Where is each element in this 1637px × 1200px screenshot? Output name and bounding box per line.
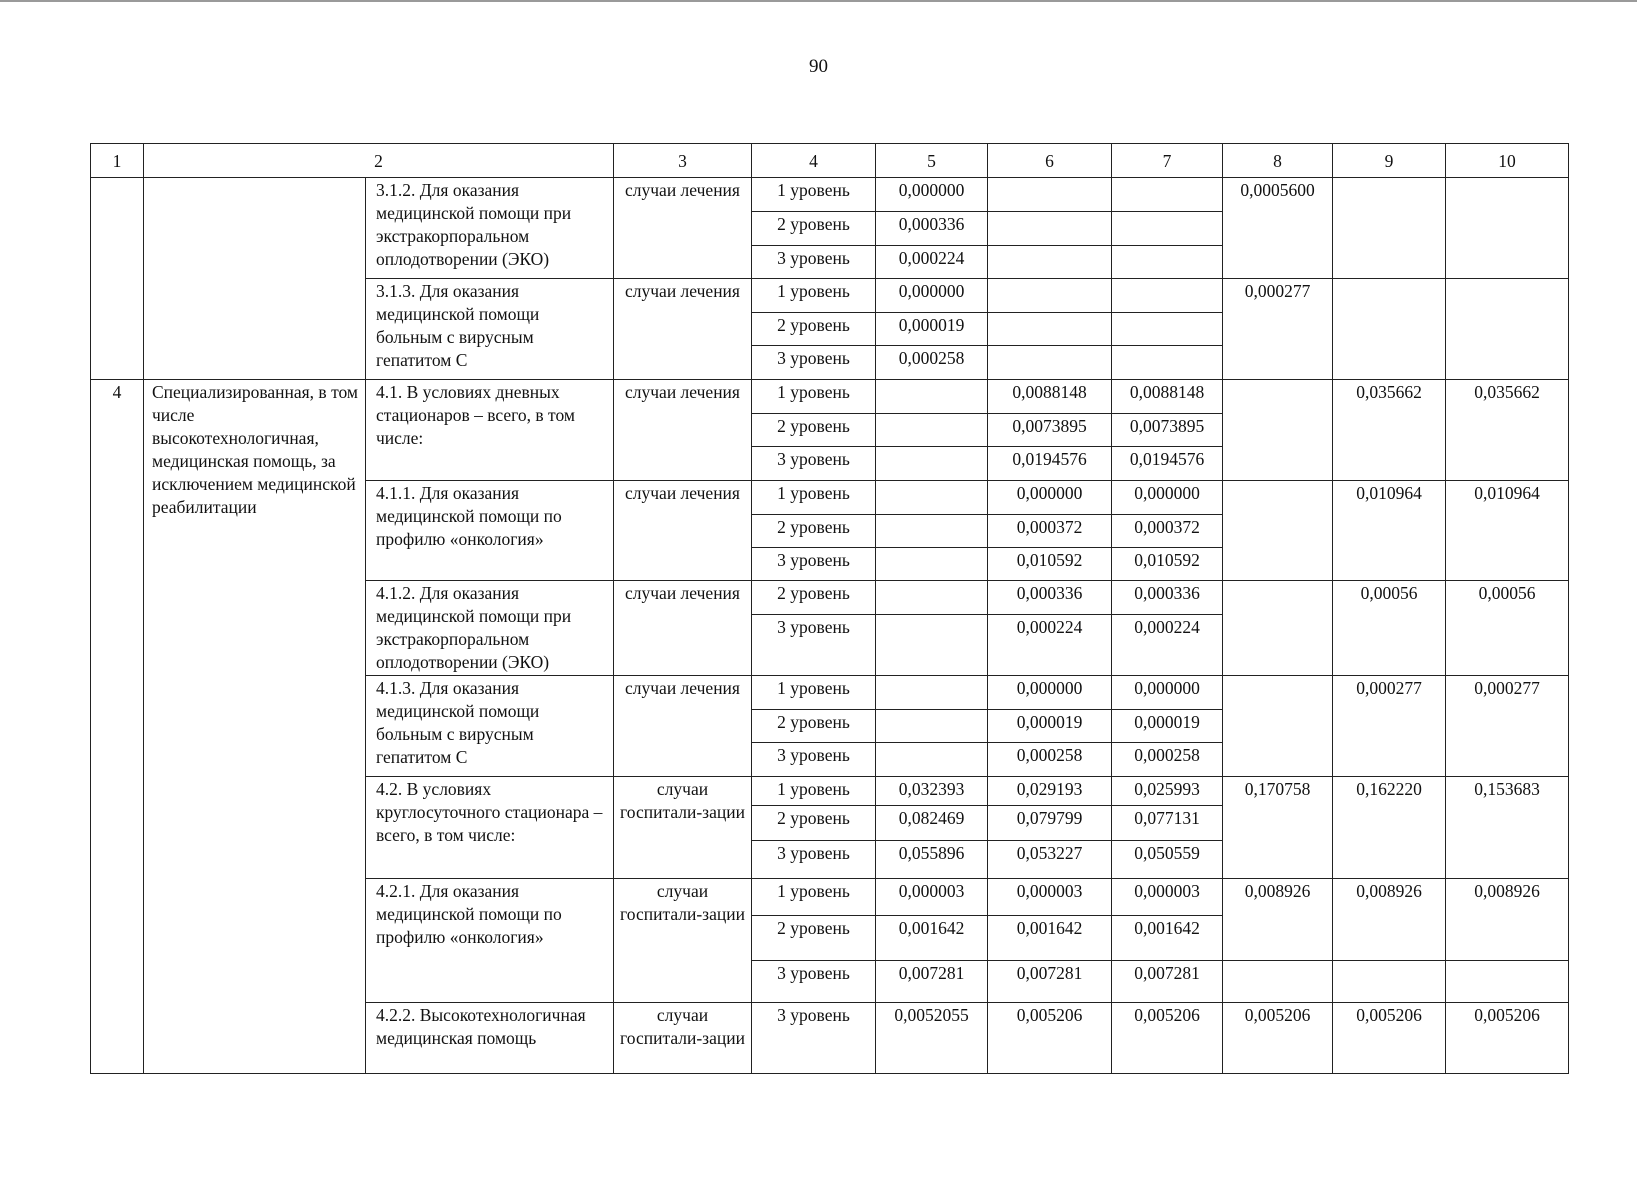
value-cell-6: 0,000336 — [988, 581, 1112, 615]
value-cell-5: 0,000003 — [876, 879, 988, 916]
value-cell-9 — [1333, 178, 1446, 279]
value-cell-10: 0,035662 — [1446, 380, 1569, 481]
value-cell-8 — [1223, 481, 1333, 581]
level-cell: 2 уровень — [752, 916, 876, 961]
value-cell-7 — [1112, 212, 1223, 246]
value-cell-7: 0,000258 — [1112, 743, 1223, 777]
value-cell-7 — [1112, 178, 1223, 212]
value-cell-6: 0,0073895 — [988, 414, 1112, 447]
level-cell: 2 уровень — [752, 806, 876, 841]
value-cell-5 — [876, 481, 988, 515]
description-cell: 3.1.3. Для оказания медицинской помощи больным с вирусным гепатитом С — [366, 279, 614, 380]
unit-cell: случаи лечения — [614, 279, 752, 380]
value-cell-5: 0,000336 — [876, 212, 988, 246]
value-cell-6: 0,000000 — [988, 676, 1112, 710]
level-cell: 2 уровень — [752, 515, 876, 548]
header-cell: 5 — [876, 144, 988, 178]
level-cell: 2 уровень — [752, 710, 876, 743]
value-cell-7: 0,000000 — [1112, 676, 1223, 710]
value-cell-5 — [876, 515, 988, 548]
value-cell-9: 0,162220 — [1333, 777, 1446, 879]
row-number-cell: 4 — [91, 380, 144, 1074]
value-cell-9: 0,000277 — [1333, 676, 1446, 777]
value-cell-5 — [876, 548, 988, 581]
value-cell-5: 0,000019 — [876, 313, 988, 346]
value-cell-7: 0,005206 — [1112, 1003, 1223, 1074]
value-cell-7: 0,000336 — [1112, 581, 1223, 615]
value-cell-5: 0,032393 — [876, 777, 988, 806]
table-row — [91, 178, 1569, 212]
value-cell-7: 0,0073895 — [1112, 414, 1223, 447]
value-cell-7: 0,010592 — [1112, 548, 1223, 581]
value-cell-5: 0,0052055 — [876, 1003, 988, 1074]
value-cell-8 — [1223, 676, 1333, 777]
header-cell: 1 — [91, 144, 144, 178]
level-cell: 3 уровень — [752, 961, 876, 1003]
level-cell: 2 уровень — [752, 313, 876, 346]
scan-edge — [0, 0, 1637, 2]
value-cell-7 — [1112, 313, 1223, 346]
level-cell: 1 уровень — [752, 279, 876, 313]
header-cell: 7 — [1112, 144, 1223, 178]
value-cell-7: 0,025993 — [1112, 777, 1223, 806]
unit-cell: случаи госпитали-зации — [614, 777, 752, 879]
value-cell-5: 0,000000 — [876, 279, 988, 313]
value-cell-5: 0,000000 — [876, 178, 988, 212]
level-cell: 3 уровень — [752, 447, 876, 481]
value-cell-6: 0,000372 — [988, 515, 1112, 548]
unit-cell: случаи госпитали-зации — [614, 1003, 752, 1074]
data-table — [90, 143, 1569, 1074]
description-cell: 4.1. В условиях дневных стационаров – всего, в том числе: — [366, 380, 614, 481]
value-cell-9: 0,005206 — [1333, 1003, 1446, 1074]
unit-cell: случаи лечения — [614, 481, 752, 581]
value-cell-6: 0,000258 — [988, 743, 1112, 777]
value-cell-7 — [1112, 279, 1223, 313]
value-cell-8 — [1223, 961, 1333, 1003]
value-cell-8: 0,170758 — [1223, 777, 1333, 879]
value-cell-5: 0,082469 — [876, 806, 988, 841]
value-cell-5 — [876, 414, 988, 447]
value-cell-8: 0,000277 — [1223, 279, 1333, 380]
value-cell-7: 0,077131 — [1112, 806, 1223, 841]
description-cell: 4.1.1. Для оказания медицинской помощи по профилю «онкология» — [366, 481, 614, 581]
value-cell-10 — [1446, 961, 1569, 1003]
level-cell: 3 уровень — [752, 246, 876, 279]
value-cell-6 — [988, 212, 1112, 246]
value-cell-7: 0,0194576 — [1112, 447, 1223, 481]
description-cell: 4.2.1. Для оказания медицинской помощи по профилю «онкология» — [366, 879, 614, 1003]
value-cell-5 — [876, 447, 988, 481]
unit-cell: случаи госпитали-зации — [614, 879, 752, 1003]
value-cell-5: 0,055896 — [876, 841, 988, 879]
header-cell: 8 — [1223, 144, 1333, 178]
value-cell-5 — [876, 710, 988, 743]
level-cell: 3 уровень — [752, 743, 876, 777]
value-cell-8: 0,005206 — [1223, 1003, 1333, 1074]
value-cell-6 — [988, 178, 1112, 212]
value-cell-6: 0,0194576 — [988, 447, 1112, 481]
value-cell-9 — [1333, 961, 1446, 1003]
value-cell-10: 0,010964 — [1446, 481, 1569, 581]
value-cell-6: 0,053227 — [988, 841, 1112, 879]
unit-cell: случаи лечения — [614, 676, 752, 777]
value-cell-7: 0,050559 — [1112, 841, 1223, 879]
level-cell: 1 уровень — [752, 777, 876, 806]
value-cell-10 — [1446, 178, 1569, 279]
description-cell: 4.2.2. Высокотехнологичная медицинская помощь — [366, 1003, 614, 1074]
value-cell-5 — [876, 380, 988, 414]
level-cell: 3 уровень — [752, 346, 876, 380]
value-cell-10: 0,000277 — [1446, 676, 1569, 777]
level-cell: 2 уровень — [752, 414, 876, 447]
value-cell-7: 0,001642 — [1112, 916, 1223, 961]
level-cell: 1 уровень — [752, 178, 876, 212]
header-cell: 3 — [614, 144, 752, 178]
header-cell: 10 — [1446, 144, 1569, 178]
value-cell-6 — [988, 246, 1112, 279]
header-cell: 6 — [988, 144, 1112, 178]
category-cell — [144, 178, 366, 380]
value-cell-7: 0,007281 — [1112, 961, 1223, 1003]
value-cell-7: 0,000372 — [1112, 515, 1223, 548]
value-cell-5: 0,001642 — [876, 916, 988, 961]
value-cell-6: 0,001642 — [988, 916, 1112, 961]
value-cell-5: 0,007281 — [876, 961, 988, 1003]
value-cell-5: 0,000258 — [876, 346, 988, 380]
value-cell-7: 0,000000 — [1112, 481, 1223, 515]
header-row — [91, 144, 1569, 178]
value-cell-5 — [876, 676, 988, 710]
unit-cell: случаи лечения — [614, 380, 752, 481]
header-cell: 4 — [752, 144, 876, 178]
description-cell: 4.1.2. Для оказания медицинской помощи при экстракорпоральном оплодотворении (ЭКО) — [366, 581, 614, 676]
level-cell: 3 уровень — [752, 615, 876, 676]
value-cell-7 — [1112, 346, 1223, 380]
value-cell-6: 0,079799 — [988, 806, 1112, 841]
value-cell-7: 0,000003 — [1112, 879, 1223, 916]
unit-cell: случаи лечения — [614, 178, 752, 279]
level-cell: 1 уровень — [752, 380, 876, 414]
unit-cell: случаи лечения — [614, 581, 752, 676]
value-cell-9: 0,00056 — [1333, 581, 1446, 676]
value-cell-7 — [1112, 246, 1223, 279]
description-cell: 3.1.2. Для оказания медицинской помощи при экстракорпоральном оплодотворении (ЭКО) — [366, 178, 614, 279]
value-cell-10: 0,008926 — [1446, 879, 1569, 961]
level-cell: 2 уровень — [752, 212, 876, 246]
description-cell: 4.2. В условиях круглосуточного стационара – всего, в том числе: — [366, 777, 614, 879]
description-cell: 4.1.3. Для оказания медицинской помощи больным с вирусным гепатитом С — [366, 676, 614, 777]
value-cell-6: 0,005206 — [988, 1003, 1112, 1074]
level-cell: 1 уровень — [752, 676, 876, 710]
value-cell-7: 0,0088148 — [1112, 380, 1223, 414]
value-cell-9: 0,008926 — [1333, 879, 1446, 961]
value-cell-8 — [1223, 581, 1333, 676]
value-cell-10: 0,005206 — [1446, 1003, 1569, 1074]
value-cell-6: 0,010592 — [988, 548, 1112, 581]
level-cell: 3 уровень — [752, 1003, 876, 1074]
value-cell-6: 0,029193 — [988, 777, 1112, 806]
value-cell-10: 0,00056 — [1446, 581, 1569, 676]
value-cell-10: 0,153683 — [1446, 777, 1569, 879]
level-cell: 2 уровень — [752, 581, 876, 615]
value-cell-6: 0,000003 — [988, 879, 1112, 916]
value-cell-5: 0,000224 — [876, 246, 988, 279]
value-cell-5 — [876, 743, 988, 777]
level-cell: 3 уровень — [752, 841, 876, 879]
value-cell-7: 0,000224 — [1112, 615, 1223, 676]
value-cell-8: 0,008926 — [1223, 879, 1333, 961]
table-row — [91, 380, 1569, 414]
value-cell-6 — [988, 346, 1112, 380]
level-cell: 3 уровень — [752, 548, 876, 581]
value-cell-10 — [1446, 279, 1569, 380]
value-cell-6: 0,000019 — [988, 710, 1112, 743]
page-number: 90 — [809, 56, 828, 77]
value-cell-6: 0,000000 — [988, 481, 1112, 515]
level-cell: 1 уровень — [752, 879, 876, 916]
value-cell-9: 0,010964 — [1333, 481, 1446, 581]
level-cell: 1 уровень — [752, 481, 876, 515]
value-cell-6: 0,0088148 — [988, 380, 1112, 414]
value-cell-8: 0,0005600 — [1223, 178, 1333, 279]
value-cell-5 — [876, 581, 988, 615]
value-cell-6 — [988, 279, 1112, 313]
category-cell: Специализированная, в том числе высокотехнологичная, медицинская помощь, за исключением медицинской реабилитации — [144, 380, 366, 1074]
header-cell: 2 — [144, 144, 614, 178]
value-cell-6: 0,000224 — [988, 615, 1112, 676]
value-cell-9 — [1333, 279, 1446, 380]
value-cell-9: 0,035662 — [1333, 380, 1446, 481]
value-cell-6: 0,007281 — [988, 961, 1112, 1003]
header-cell: 9 — [1333, 144, 1446, 178]
row-number-cell — [91, 178, 144, 380]
value-cell-6 — [988, 313, 1112, 346]
value-cell-5 — [876, 615, 988, 676]
value-cell-8 — [1223, 380, 1333, 481]
value-cell-7: 0,000019 — [1112, 710, 1223, 743]
